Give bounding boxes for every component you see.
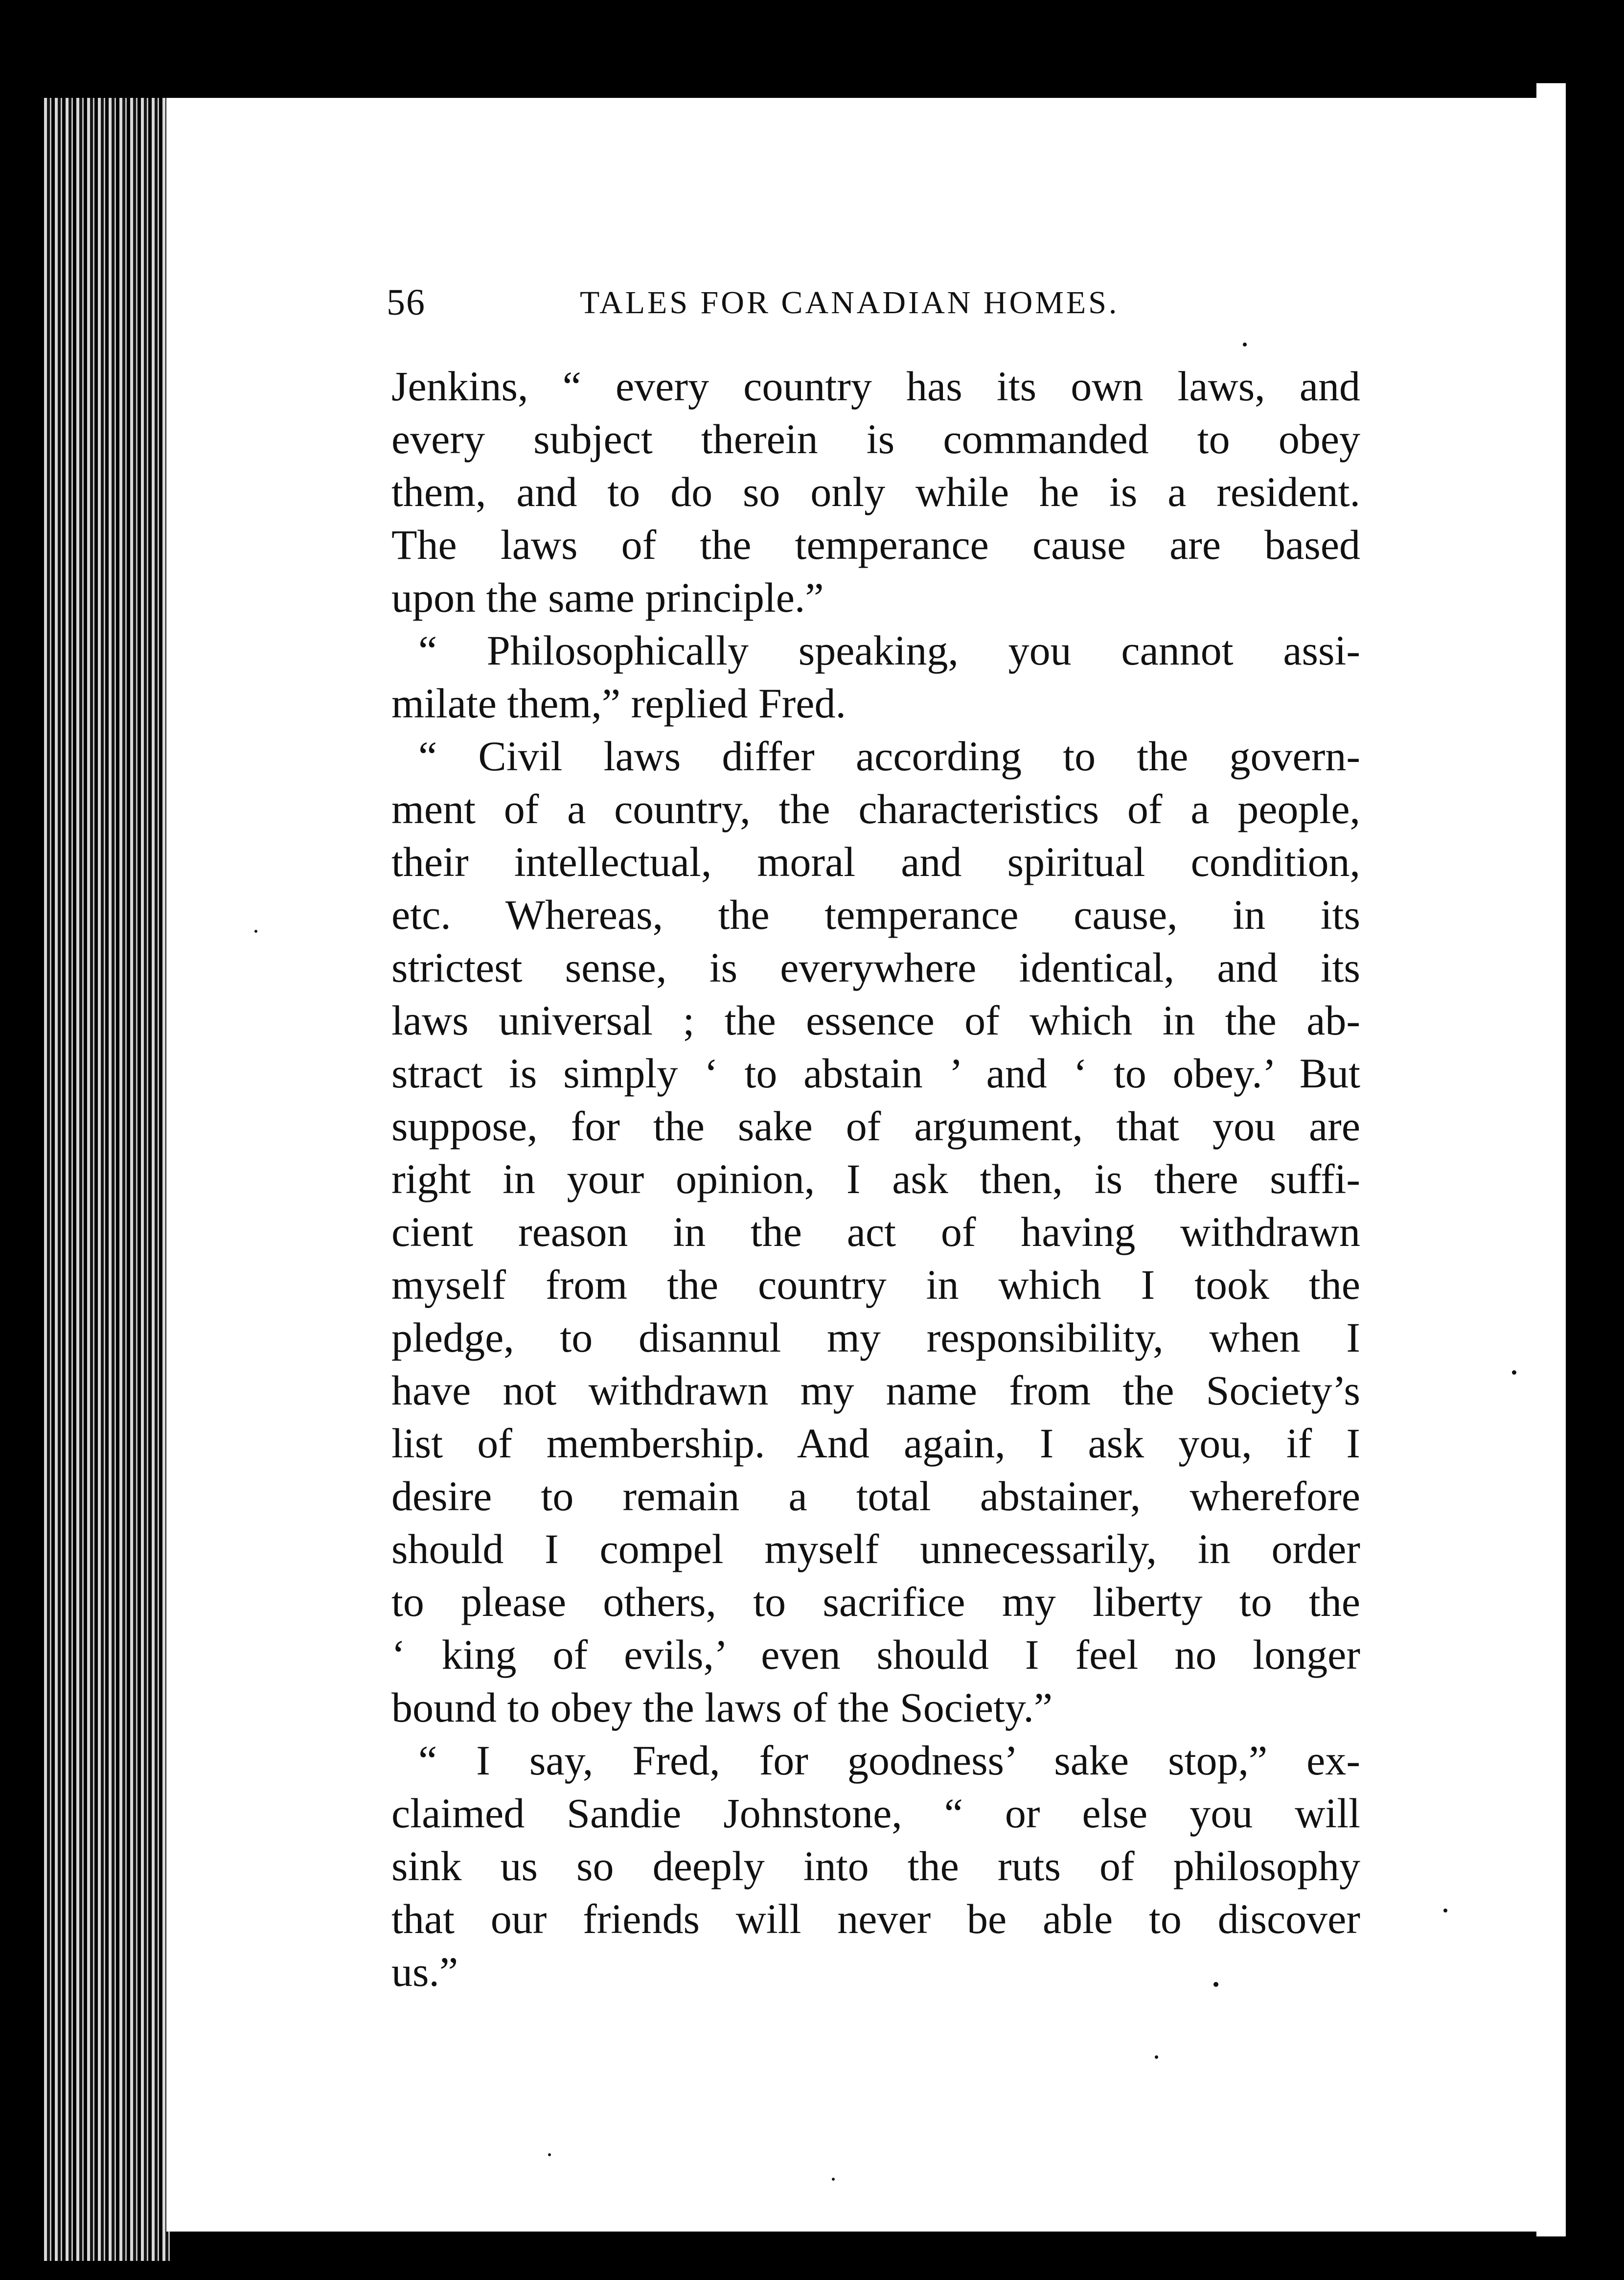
text-line: stract is simply ‘ to abstain ’ and ‘ to obey.’ But bbox=[391, 1050, 1360, 1097]
text-line: sink us so deeply into the ruts of philosophy bbox=[391, 1842, 1360, 1889]
text-line: right in your opinion, I ask then, is there suffi- bbox=[391, 1155, 1360, 1202]
text-line: laws universal ; the essence of which in the ab- bbox=[391, 997, 1360, 1044]
text-line: “ I say, Fred, for goodness’ sake stop,” ex- bbox=[418, 1737, 1360, 1784]
text-line: strictest sense, is everywhere identical, and its bbox=[391, 944, 1360, 991]
text-line: Jenkins, “ every country has its own laws, and bbox=[391, 363, 1360, 410]
text-line: The laws of the temperance cause are based bbox=[391, 521, 1360, 568]
text-line: cient reason in the act of having withdrawn bbox=[391, 1208, 1360, 1255]
page-edge-right bbox=[1536, 83, 1583, 2236]
text-line: them, and to do so only while he is a resident. bbox=[391, 468, 1360, 515]
page-number: 56 bbox=[387, 282, 426, 323]
text-line: us.” bbox=[391, 1948, 458, 1995]
text-line: bound to obey the laws of the Society.” bbox=[391, 1684, 1053, 1731]
text-line: suppose, for the sake of argument, that you are bbox=[391, 1103, 1360, 1150]
scan-speck bbox=[1243, 343, 1247, 346]
text-line: desire to remain a total abstainer, wherefore bbox=[391, 1473, 1360, 1520]
text-line: list of membership. And again, I ask you, if I bbox=[391, 1420, 1360, 1467]
scan-speck bbox=[548, 2153, 551, 2156]
scan-speck bbox=[1213, 1982, 1218, 1987]
text-line: their intellectual, moral and spiritual condition, bbox=[391, 838, 1360, 885]
scan-speck bbox=[1512, 1370, 1516, 1375]
book-title: TALES FOR CANADIAN HOMES. bbox=[580, 285, 1120, 321]
running-head bbox=[387, 281, 1194, 325]
text-line: ment of a country, the characteristics of a people, bbox=[391, 785, 1360, 832]
page-stack-edge-left bbox=[44, 98, 171, 2261]
text-line: myself from the country in which I took the bbox=[391, 1261, 1360, 1308]
text-line: claimed Sandie Johnstone, “ or else you will bbox=[391, 1790, 1360, 1837]
scan-speck bbox=[1155, 2055, 1158, 2059]
text-line: “ Philosophically speaking, you cannot assi- bbox=[418, 627, 1360, 674]
scan-speck bbox=[254, 930, 257, 933]
text-line: upon the same principle.” bbox=[391, 574, 824, 621]
text-line: “ Civil laws differ according to the govern- bbox=[418, 733, 1360, 780]
text-line: pledge, to disannul my responsibility, when I bbox=[391, 1314, 1360, 1361]
scan-speck bbox=[832, 2178, 835, 2181]
text-line: should I compel myself unnecessarily, in order bbox=[391, 1525, 1360, 1572]
text-line: milate them,” replied Fred. bbox=[391, 680, 846, 727]
text-line: etc. Whereas, the temperance cause, in its bbox=[391, 891, 1360, 938]
scan-speck bbox=[1443, 1909, 1447, 1912]
text-line: have not withdrawn my name from the Society’s bbox=[391, 1367, 1360, 1414]
text-line: to please others, to sacrifice my liberty to the bbox=[391, 1578, 1360, 1625]
text-line: every subject therein is commanded to obey bbox=[391, 415, 1360, 462]
text-line: ‘ king of evils,’ even should I feel no longer bbox=[391, 1631, 1360, 1678]
text-line: that our friends will never be able to discover bbox=[391, 1895, 1360, 1942]
body-text bbox=[391, 360, 1360, 1998]
